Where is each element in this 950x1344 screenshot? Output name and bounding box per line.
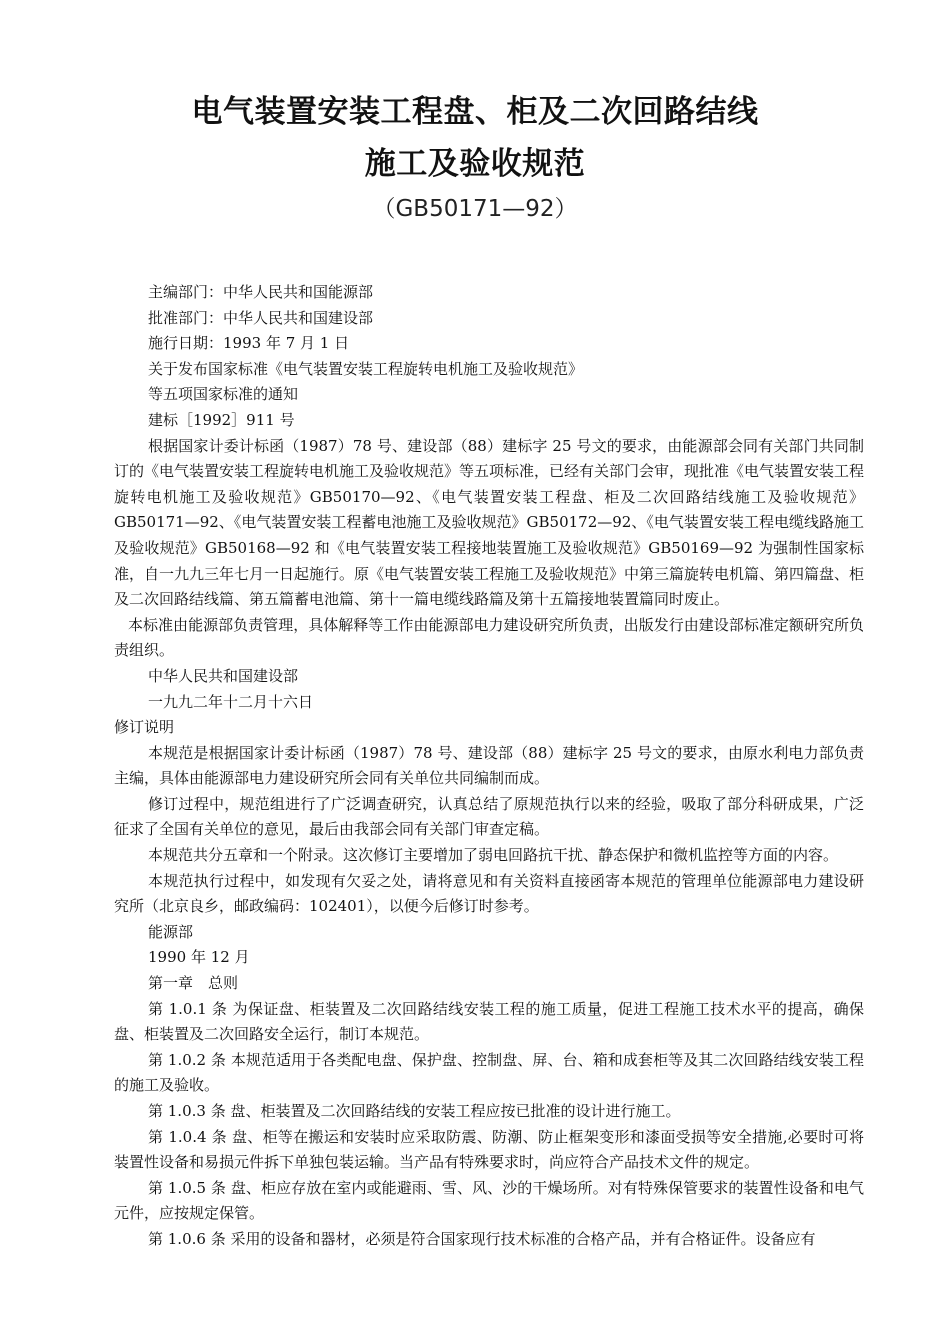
effective-date-line: 施行日期：1993 年 7 月 1 日 <box>148 334 350 353</box>
revision-signature-date: 1990 年 12 月 <box>148 948 250 967</box>
document-title-line2: 施工及验收规范 <box>364 146 586 182</box>
notice-paragraph-1: 根据国家计委计标函（1987）78 号、建设部（88）建标字 25 号文的要求，由能源部会同有关部门共同制订的《电气装置安装工程旋转电机施工及验收规范》等五项标准，已经有关部门会审，现批准《电气装置安装工程旋转电机施工及验收规范》GB50170—92、《电气装置安装工程盘、柜及二次回路结线施工及验收规范》GB50171—92、《电气装置安装工程蓄电池施工及验收规范》GB50172—92、《电气装置安装工程电缆线路施工及验收规范》GB50168—92 和《电气装置安装工程接地装置施工及验收规范》GB50169—92 为强制性国家标准，自一九九三年七月一日起施行。原《电气装置安装工程施工及验收规范》中第三篇旋转电机篇、第四篇盘、柜及二次回路结线篇、第五篇蓄电池篇、第十一篇电缆线路篇及第十五篇接地装置篇同时废止。 <box>114 436 865 609</box>
notice-title-line2: 等五项国家标准的通知 <box>148 385 299 404</box>
clause-1-0-2: 第 1.0.2 条 本规范适用于各类配电盘、保护盘、控制盘、屏、台、箱和成套柜等及其二次回路结线安装工程的施工及验收。 <box>114 1050 864 1095</box>
standard-code: （GB50171—92） <box>372 196 578 222</box>
notice-signature-org: 中华人民共和国建设部 <box>148 666 299 685</box>
clause-1-0-5: 第 1.0.5 条 盘、柜应存放在室内或能避雨、雪、风、沙的干燥场所。对有特殊保管要求的装置性设备和电气元件，应按规定保管。 <box>114 1178 864 1223</box>
revision-paragraph-4: 本规范执行过程中，如发现有欠妥之处，请将意见和有关资料直接函寄本规范的管理单位能源部电力建设研究所（北京良乡，邮政编码：102401），以便今后修订时参考。 <box>114 871 864 916</box>
clause-1-0-3: 第 1.0.3 条 盘、柜装置及二次回路结线的安装工程应按已批准的设计进行施工。 <box>148 1102 681 1120</box>
document-body <box>114 280 864 1253</box>
revision-paragraph-3: 本规范共分五章和一个附录。这次修订主要增加了弱电回路抗干扰、静态保护和微机监控等方面的内容。 <box>148 846 839 865</box>
notice-paragraph-2: 本标准由能源部负责管理，具体解释等工作由能源部电力建设研究所负责，出版发行由建设部标准定额研究所负责组织。 <box>114 615 864 660</box>
clause-1-0-6: 第 1.0.6 条 采用的设备和器材，必须是符合国家现行技术标准的合格产品，并有合格证件。设备应有 <box>148 1229 816 1248</box>
document-number: 建标［1992］911 号 <box>148 410 295 429</box>
revision-signature-org: 能源部 <box>148 922 194 941</box>
editor-line: 主编部门：中华人民共和国能源部 <box>148 283 374 301</box>
notice-signature-date: 一九九二年十二月十六日 <box>148 692 314 711</box>
revision-paragraph-2: 修订过程中，规范组进行了广泛调查研究，认真总结了原规范执行以来的经验，吸取了部分科研成果，广泛征求了全国有关单位的意见，最后由我部会同有关部门审查定稿。 <box>114 794 864 839</box>
chapter-heading: 第一章 总则 <box>148 974 239 993</box>
document-title-line1: 电气装置安装工程盘、柜及二次回路结线 <box>191 94 759 130</box>
approver-line: 批准部门：中华人民共和国建设部 <box>148 308 374 327</box>
clause-1-0-1: 第 1.0.1 条 为保证盘、柜装置及二次回路结线安装工程的施工质量，促进工程施工技术水平的提高，确保盘、柜装置及二次回路安全运行，制订本规范。 <box>114 999 864 1044</box>
revision-heading: 修订说明 <box>114 718 175 737</box>
revision-paragraph-1: 本规范是根据国家计委计标函（1987）78 号、建设部（88）建标字 25 号文的要求，由原水利电力部负责主编，具体由能源部电力建设研究所会同有关单位共同编制而成。 <box>114 743 864 788</box>
notice-title-line1: 关于发布国家标准《电气装置安装工程旋转电机施工及验收规范》 <box>148 359 584 378</box>
clause-1-0-4: 第 1.0.4 条 盘、柜等在搬运和安装时应采取防震、防潮、防止框架变形和漆面受损等安全措施,必要时可将装置性设备和易损元件拆下单独包装运输。当产品有特殊要求时，尚应符合产品技术文件的规定。 <box>114 1127 864 1172</box>
